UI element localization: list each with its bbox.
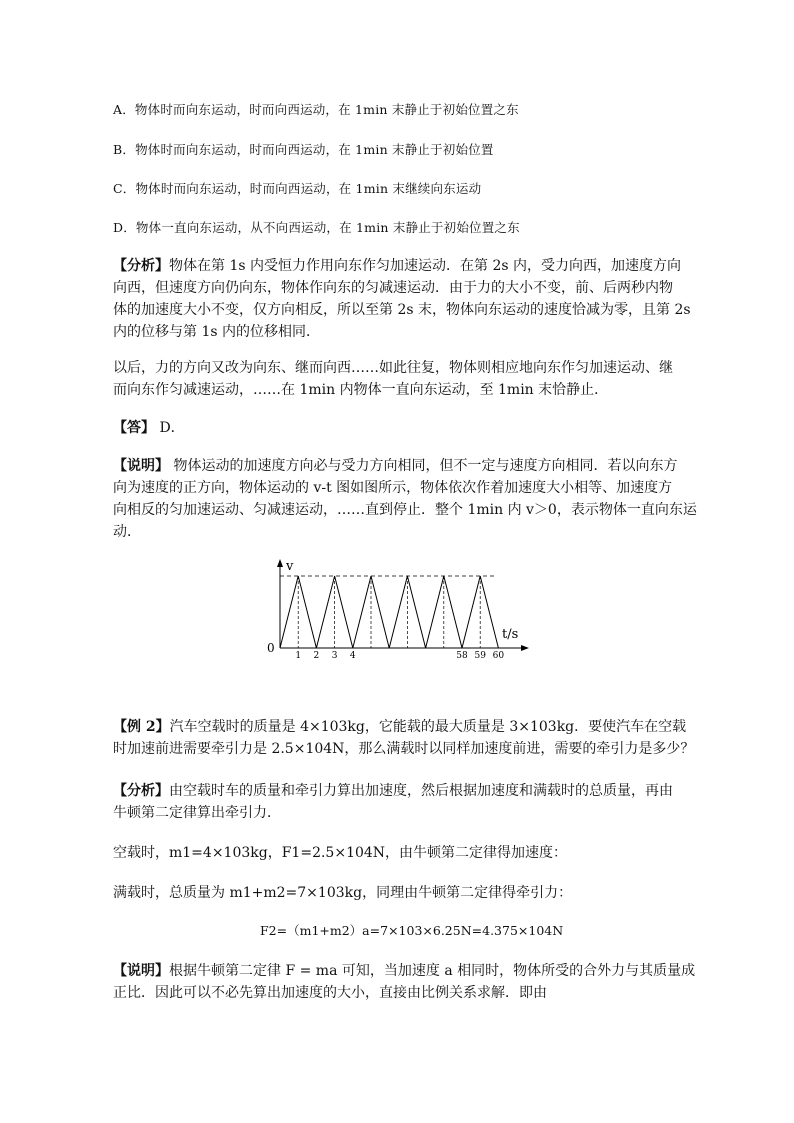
example2-line-2: 时加速前进需要牵引力是 2.5×104N，那么满载时以同样加速度前进，需要的牵引力是多少？: [113, 741, 695, 757]
x-tick-label: 4: [349, 651, 356, 661]
note1-line-3: 向相反的匀加速运动、匀减速运动，……直到停止．整个 1min 内 v＞0，表示物体一直向东运: [113, 502, 697, 518]
example2-line-1: 【例 2】汽车空载时的质量是 4×103kg，它能载的最大质量是 3×103kg．要使汽车在空载: [113, 719, 687, 735]
x-tick-label: 3: [331, 651, 338, 661]
option-c: C．物体时而向东运动，时而向西运动，在 1min 末继续向东运动: [113, 181, 482, 196]
note1-line-2: 向为速度的正方向，物体运动的 v-t 图如图所示，物体依次作着加速度大小相等、加速度方: [113, 480, 673, 496]
x-tick-label: 58: [456, 651, 468, 661]
full-load-text: 满载时，总质量为 m1+m2=7×103kg，同理由牛顿第二定律得牵引力：: [113, 885, 573, 901]
y-axis-arrow: [277, 559, 283, 567]
x-tick-label: 1: [295, 651, 302, 661]
analysis1-line-4: 内的位移与第 1s 内的位移相同．: [113, 324, 320, 340]
x-tick-label: 59: [474, 651, 486, 661]
analysis1-label: 【分析】: [113, 258, 169, 274]
vt-chart: [255, 555, 535, 665]
analysis1-line-1: 【分析】物体在第 1s 内受恒力作用向东作匀加速运动．在第 2s 内，受力向西，加速度方向: [113, 258, 681, 274]
note2-line-2: 正比．因此可以不必先算出加速度的大小，直接由比例关系求解．即由: [113, 985, 547, 1001]
note2-label: 【说明】: [113, 963, 169, 979]
note1-line-4: 动．: [113, 524, 141, 540]
analysis2-line-1: 【分析】由空载时车的质量和牵引力算出加速度，然后根据加速度和满载时的总质量，再由: [113, 783, 673, 799]
analysis2-line-2: 牛顿第二定律算出牵引力．: [113, 805, 281, 821]
option-a: A．物体时而向东运动，时而向西运动，在 1min 末静止于初始位置之东: [113, 102, 519, 117]
analysis1-line-3: 体的加速度大小不变，仅方向相反，所以至第 2s 末，物体向东运动的速度恰减为零，且第 2s: [113, 302, 691, 318]
x-axis-label: t/s: [502, 627, 519, 642]
note1-line-1: 【说明】 物体运动的加速度方向必与受力方向相同，但不一定与速度方向相同．若以向东方: [113, 458, 678, 474]
y-axis-label: v: [286, 559, 294, 574]
answer-text: D．: [155, 420, 185, 436]
note2-line-1: 【说明】根据牛顿第二定律 F = ma 可知，当加速度 a 相同时，物体所受的合外力与其质量成: [113, 963, 696, 979]
example2-label: 【例 2】: [113, 719, 170, 735]
x-axis-arrow: [521, 645, 529, 651]
option-b: B．物体时而向东运动，时而向西运动，在 1min 末静止于初始位置: [113, 142, 494, 157]
x-tick-label: 60: [492, 651, 505, 661]
option-d: D．物体一直向东运动，从不向西运动，在 1min 末静止于初始位置之东: [113, 220, 520, 235]
empty-load-text: 空载时，m1=4×103kg，F1=2.5×104N，由牛顿第二定律得加速度：: [113, 845, 568, 861]
x-tick-label: 2: [313, 651, 320, 661]
analysis1-line-2: 向西，但速度方向仍向东，物体作向东的匀减速运动．由于力的大小不变，前、后两秒内物: [113, 280, 673, 296]
velocity-series-line: [280, 576, 498, 648]
origin-label: 0: [267, 641, 275, 655]
analysis2-label: 【分析】: [113, 783, 169, 799]
para2-line-2: 而向东作匀减速运动，……在 1min 内物体一直向东运动，至 1min 末恰静止．: [113, 382, 609, 398]
para2-line-1: 以后，力的方向又改为向东、继而向西……如此往复，物体则相应地向东作匀加速运动、继: [113, 360, 673, 376]
answer: [113, 417, 185, 439]
note1-label: 【说明】: [113, 458, 169, 474]
formula: F2=（m1+m2）a=7×103×6.25N=4.375×104N: [260, 923, 564, 938]
answer-label: 【答】: [113, 420, 155, 436]
